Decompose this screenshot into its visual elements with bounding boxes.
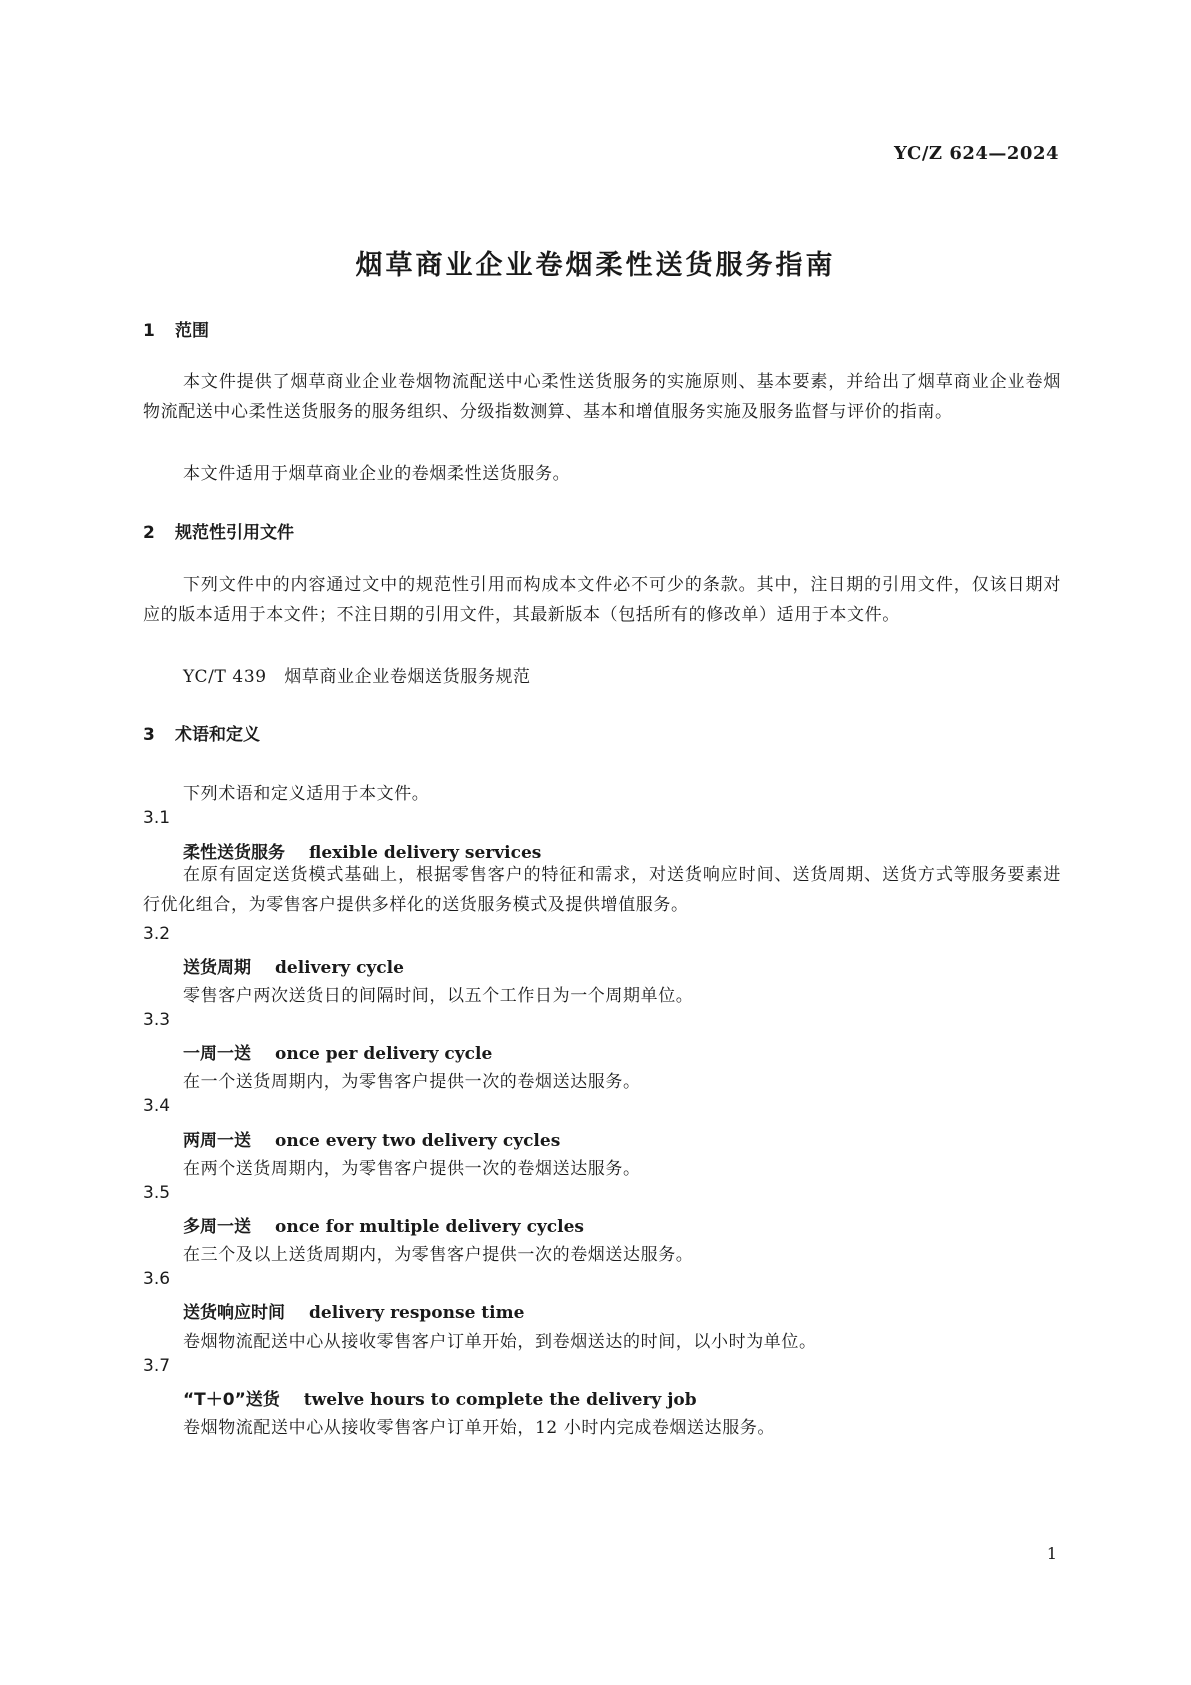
term-cn: 柔性送货服务: [183, 843, 285, 863]
term-cn: 送货响应时间: [183, 1303, 285, 1323]
term-cn: 两周一送: [183, 1131, 251, 1151]
clause-number: 3.6: [143, 1269, 171, 1289]
term-en: delivery response time: [309, 1303, 525, 1323]
document-code: YC/Z 624—2024: [893, 143, 1059, 164]
section-number: 1: [143, 321, 155, 341]
section-2-heading: [143, 518, 294, 543]
term-en: once every two delivery cycles: [275, 1131, 561, 1151]
term-definition: 在一个送货周期内，为零售客户提供一次的卷烟送达服务。: [183, 1072, 641, 1092]
section-3-heading: [143, 720, 260, 745]
clause-number: 3.7: [143, 1356, 171, 1376]
section-1-heading: [143, 316, 209, 341]
term-cn: “T＋0”送货: [183, 1390, 280, 1410]
term-cn: 一周一送: [183, 1044, 251, 1064]
term-definition: 在三个及以上送货周期内，为零售客户提供一次的卷烟送达服务。: [183, 1245, 694, 1265]
section-3-intro: 下列术语和定义适用于本文件。: [183, 784, 430, 804]
clause-number: 3.3: [143, 1010, 171, 1030]
section-title: 范围: [175, 321, 209, 341]
section-title: 术语和定义: [175, 725, 260, 745]
page-title: 烟草商业企业卷烟柔性送货服务指南: [355, 250, 836, 281]
term-definition: 卷烟物流配送中心从接收零售客户订单开始，到卷烟送达的时间，以小时为单位。: [183, 1332, 817, 1352]
clause-number: 3.2: [143, 924, 171, 944]
page-number: 1: [1046, 1544, 1057, 1563]
section-title: 规范性引用文件: [175, 523, 294, 543]
term-definition: 在两个送货周期内，为零售客户提供一次的卷烟送达服务。: [183, 1159, 641, 1179]
term-definition: 零售客户两次送货日的间隔时间，以五个工作日为一个周期单位。: [183, 986, 694, 1006]
section-2-paragraph: 下列文件中的内容通过文中的规范性引用而构成本文件必不可少的条款。其中，注日期的引用文件，仅该日期对应的版本适用于本文件；不注日期的引用文件，其最新版本（包括所有的修改单）适用于本文件。: [143, 575, 1061, 625]
term-en: twelve hours to complete the delivery job: [303, 1390, 697, 1410]
clause-number: 3.4: [143, 1096, 171, 1116]
term-heading: [183, 1298, 524, 1323]
section-number: 3: [143, 725, 155, 745]
clause-number: 3.5: [143, 1183, 171, 1203]
term-en: flexible delivery services: [309, 843, 542, 863]
term-en: delivery cycle: [275, 958, 404, 978]
section-1-paragraph-1: 本文件提供了烟草商业企业卷烟物流配送中心柔性送货服务的实施原则、基本要素，并给出了烟草商业企业卷烟物流配送中心柔性送货服务的服务组织、分级指数测算、基本和增值服务实施及服务监督与评价的指南。: [143, 372, 1061, 422]
normative-reference: YC/T 439 烟草商业企业卷烟送货服务规范: [183, 667, 531, 687]
section-number: 2: [143, 523, 155, 543]
term-en: once for multiple delivery cycles: [275, 1217, 584, 1237]
term-definition: 在原有固定送货模式基础上，根据零售客户的特征和需求，对送货响应时间、送货周期、送货方式等服务要素进行优化组合，为零售客户提供多样化的送货服务模式及提供增值服务。: [143, 865, 1061, 915]
clause-number: 3.1: [143, 808, 171, 828]
term-heading: [183, 1212, 584, 1237]
term-cn: 送货周期: [183, 958, 251, 978]
term-en: once per delivery cycle: [275, 1044, 493, 1064]
section-1-paragraph-2: 本文件适用于烟草商业企业的卷烟柔性送货服务。: [183, 464, 571, 484]
term-heading: [183, 953, 404, 978]
term-cn: 多周一送: [183, 1217, 251, 1237]
term-heading: [183, 1039, 492, 1064]
term-heading: [183, 1385, 697, 1410]
term-heading: [183, 1126, 560, 1151]
term-definition: 卷烟物流配送中心从接收零售客户订单开始，12 小时内完成卷烟送达服务。: [183, 1418, 776, 1438]
